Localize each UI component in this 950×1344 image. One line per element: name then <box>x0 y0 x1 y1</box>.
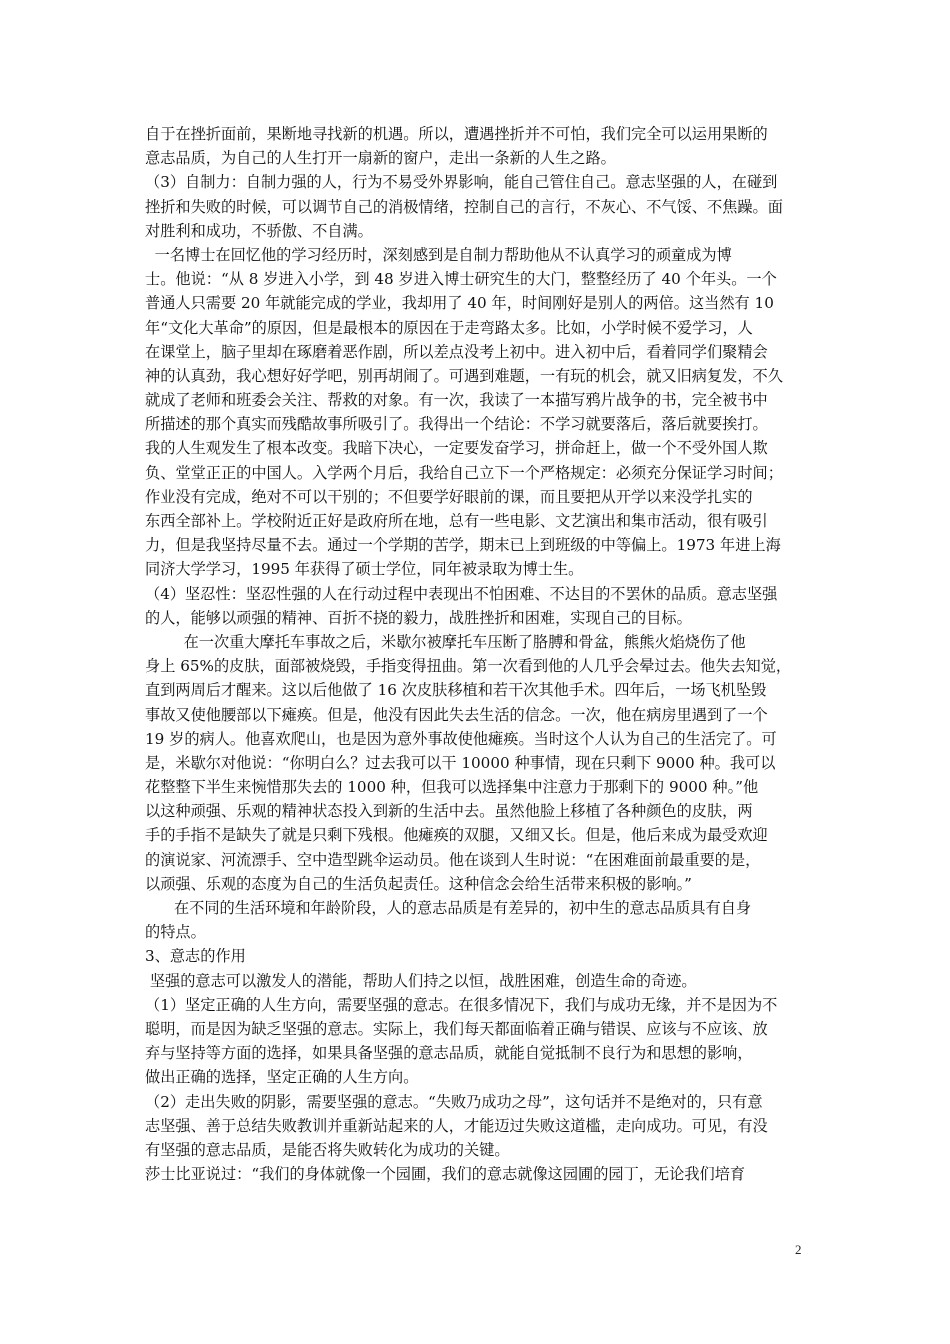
text-line: 所描述的那个真实而残酷故事所吸引了。我得出一个结论：不学习就要落后，落后就要挨打。 <box>145 415 768 434</box>
text-line: 年“文化大革命”的原因，但是最根本的原因在于走弯路太多。比如，小学时候不爱学习，人 <box>145 318 753 337</box>
text-line: 作业没有完成，绝对不可以干别的；不但要学好眼前的课，而且要把从开学以来没学扎实的 <box>145 487 753 506</box>
text-line: 力，但是我坚持尽量不去。通过一个学期的苦学，期末已上到班级的中等偏上。1973 年进上海 <box>145 536 781 555</box>
text-line: 士。他说：“从 8 岁进入小学，到 48 岁进入博士研究生的大门，整整经历了 40 个年头。一个 <box>145 270 777 289</box>
text-line: （2）走出失败的阴影，需要坚强的意志。“失败乃成功之母”，这句话并不是绝对的，只有意 <box>145 1092 763 1111</box>
text-line: 负、堂堂正正的中国人。入学两个月后，我给自己立下一个严格规定：必须充分保证学习时间； <box>145 463 783 482</box>
text-line: 坚强的意志可以激发人的潜能，帮助人们持之以恒，战胜困难，创造生命的奇迹。 <box>145 971 697 990</box>
text-line: 同济大学学习，1995 年获得了硕士学位，同年被录取为博士生。 <box>145 560 584 579</box>
text-line: 聪明，而是因为缺乏坚强的意志。实际上，我们每天都面临着正确与错误、应该与不应该、放 <box>145 1019 768 1038</box>
text-line: 意志品质，为自己的人生打开一扇新的窗户，走出一条新的人生之路。 <box>145 149 616 168</box>
text-line: 有坚强的意志品质，是能否将失败转化为成功的关键。 <box>145 1140 510 1159</box>
text-line: 手的手指不是缺失了就是只剩下残根。他瘫痪的双腿，又细又长。但是，他后来成为最受欢迎 <box>145 826 768 845</box>
text-line: 做出正确的选择，坚定正确的人生方向。 <box>145 1068 419 1087</box>
text-line: 就成了老师和班委会关注、帮救的对象。有一次，我读了一本描写鸦片战争的书，完全被书中 <box>145 391 768 410</box>
text-line: 3、意志的作用 <box>145 947 246 966</box>
text-line: 事故又使他腰部以下瘫痪。但是，他没有因此失去生活的信念。一次，他在病房里遇到了一个 <box>145 705 768 724</box>
text-line: （3）自制力：自制力强的人，行为不易受外界影响，能自己管住自己。意志坚强的人，在碰到 <box>145 173 778 192</box>
text-line: 神的认真劲，我心想好好学吧，别再胡闹了。可遇到难题，一有玩的机会，就又旧病复发，不久 <box>145 366 783 385</box>
text-line: 我的人生观发生了根本改变。我暗下决心，一定要发奋学习，拼命赶上，做一个不受外国人欺 <box>145 439 768 458</box>
text-line: 的演说家、河流漂手、空中造型跳伞运动员。他在谈到人生时说：“在困难面前最重要的是， <box>145 850 761 869</box>
text-line: 是，米歇尔对他说：“你明白么？过去我可以干 10000 种事情，现在只剩下 9000 种。我可以 <box>145 753 776 772</box>
text-line: 在课堂上，脑子里却在琢磨着恶作剧，所以差点没考上初中。进入初中后，看着同学们聚精会 <box>145 342 768 361</box>
text-line: 对胜利和成功，不骄傲、不自满。 <box>145 221 373 240</box>
text-line: 以这种顽强、乐观的精神状态投入到新的生活中去。虽然他脸上移植了各种颜色的皮肤，两 <box>145 802 753 821</box>
text-line: 东西全部补上。学校附近正好是政府所在地，总有一些电影、文艺演出和集市活动，很有吸引 <box>145 512 768 530</box>
text-line: 身上 65%的皮肤，面部被烧毁，手指变得扭曲。第一次看到他的人几乎会晕过去。他失去知觉， <box>145 657 792 676</box>
text-line: 的人，能够以顽强的精神、百折不挠的毅力，战胜挫折和困难，实现自己的目标。 <box>145 608 692 627</box>
text-line: 的特点。 <box>145 923 206 942</box>
text-line: 19 岁的病人。他喜欢爬山，也是因为意外事故使他瘫痪。当时这个人认为自己的生活完了。可 <box>145 729 777 748</box>
text-line: 花整整下半生来惋惜那失去的 1000 种，但我可以选择集中注意力于那剩下的 9000 种。”他 <box>145 778 759 797</box>
document-body <box>145 122 815 1186</box>
text-line: 在一次重大摩托车事故之后，米歇尔被摩托车压断了胳膊和骨盆，熊熊火焰烧伤了他 <box>145 632 746 651</box>
page-number: 2 <box>795 1242 802 1257</box>
text-line: 自于在挫折面前，果断地寻找新的机遇。所以，遭遇挫折并不可怕，我们完全可以运用果断的 <box>145 125 768 143</box>
text-line: （4）坚忍性：坚忍性强的人在行动过程中表现出不怕困难、不达目的不罢休的品质。意志坚强 <box>145 584 778 603</box>
text-line: 直到两周后才醒来。这以后他做了 16 次皮肤移植和若干次其他手术。四年后，一场飞机坠毁 <box>145 681 767 700</box>
text-line: 一名博士在回忆他的学习经历时，深刻感到是自制力帮助他从不认真学习的顽童成为博 <box>145 245 732 264</box>
text-line: 莎士比亚说过：“我们的身体就像一个园圃，我们的意志就像这园圃的园丁，无论我们培育 <box>145 1165 746 1184</box>
text-line: 志坚强、善于总结失败教训并重新站起来的人，才能迈过失败这道槛，走向成功。可见，有没 <box>145 1116 768 1135</box>
text-line: （1）坚定正确的人生方向，需要坚强的意志。在很多情况下，我们与成功无缘，并不是因为不 <box>145 995 778 1014</box>
text-line: 以顽强、乐观的态度为自己的生活负起责任。这种信念会给生活带来积极的影响。” <box>145 874 692 893</box>
text-line: 在不同的生活环境和年龄阶段，人的意志品质是有差异的，初中生的意志品质具有自身 <box>145 899 752 917</box>
text-line: 普通人只需要 20 年就能完成的学业，我却用了 40 年，时间刚好是别人的两倍。这当然有 10 <box>145 294 774 313</box>
text-line: 弃与坚持等方面的选择，如果具备坚强的意志品质，就能自觉抵制不良行为和思想的影响， <box>145 1044 753 1063</box>
text-line: 挫折和失败的时候，可以调节自己的消极情绪，控制自己的言行，不灰心、不气馁、不焦躁。面 <box>145 197 783 216</box>
